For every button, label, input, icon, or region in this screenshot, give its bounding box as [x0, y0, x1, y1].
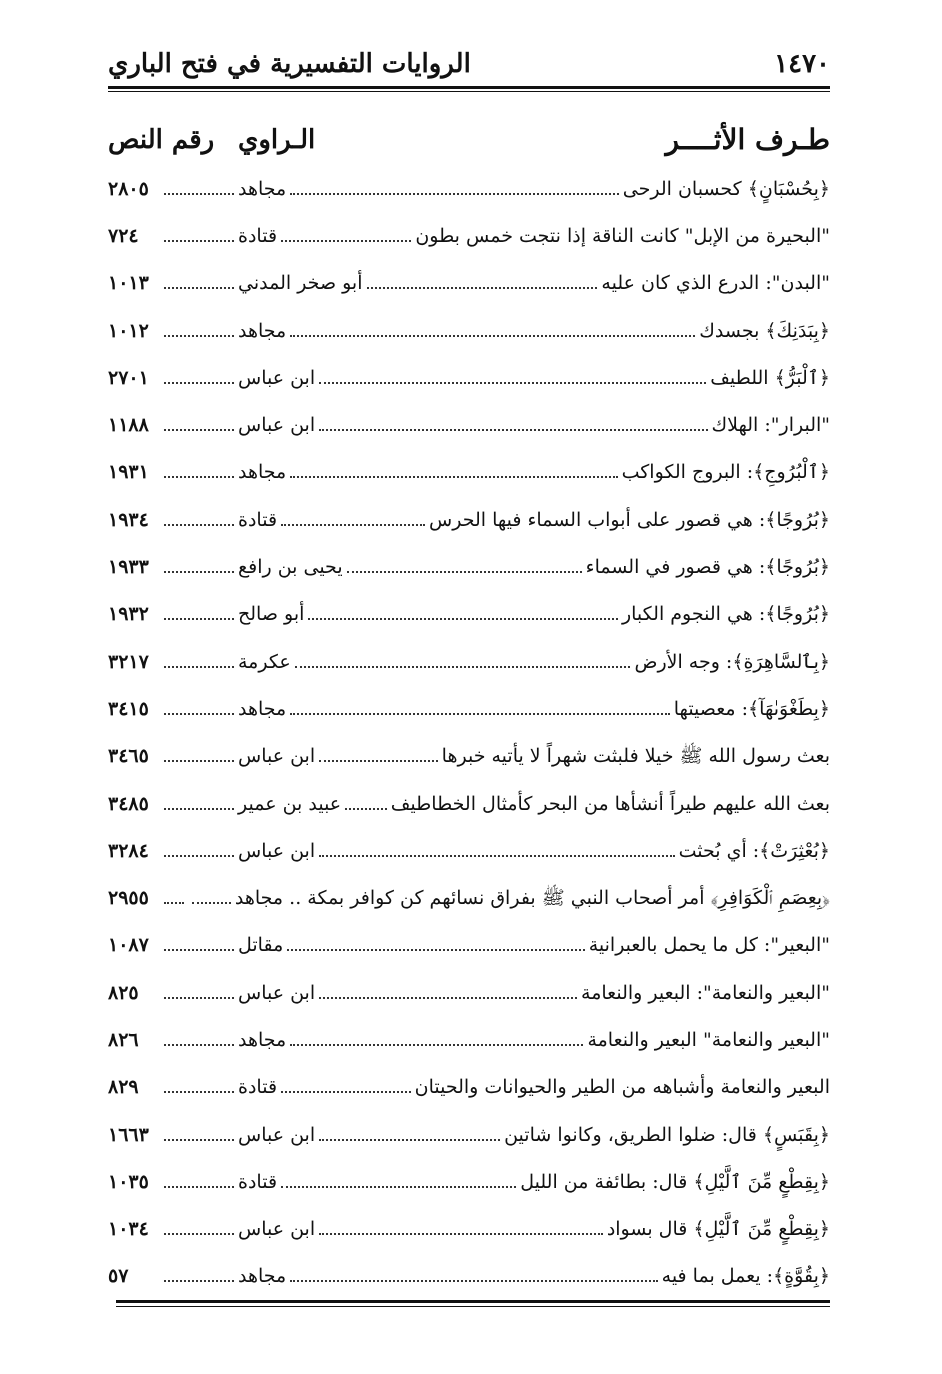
entry-number: ٢٩٥٥ [108, 887, 149, 910]
entry-number: ٣٢١٧ [108, 650, 149, 673]
index-entry [108, 827, 830, 874]
entry-number: ١٩٣٤ [108, 508, 149, 531]
dot-leader [164, 1129, 234, 1141]
dot-leader [319, 1129, 500, 1141]
dot-leader [287, 939, 584, 951]
index-entry [108, 1111, 830, 1158]
entry-narrator: عبيد بن عمير [238, 792, 342, 815]
dot-leader [290, 703, 670, 715]
dot-leader [164, 277, 234, 289]
entry-narrator: مجاهد [238, 1028, 287, 1051]
dot-leader [192, 892, 231, 904]
entry-phrase: "البحيرة من الإبل" كانت الناقة إذا نتجت خمس بطون [415, 224, 830, 247]
entry-phrase: "البدن": الدرع الذي كان عليه [601, 272, 830, 295]
entry-narrator: ابن عباس [238, 745, 316, 768]
dot-leader [164, 372, 234, 384]
index-entry [108, 1253, 830, 1300]
dot-leader [164, 987, 234, 999]
index-entry [108, 1158, 830, 1205]
entry-number: ٢٨٠٥ [108, 177, 149, 200]
entry-narrator: مجاهد [238, 461, 287, 484]
entry-number: ٢٧٠١ [108, 366, 149, 389]
index-entry [108, 780, 830, 827]
dot-leader [281, 1081, 411, 1093]
dot-leader [164, 1034, 234, 1046]
dot-leader [164, 703, 234, 715]
dot-leader [319, 845, 674, 857]
entry-narrator: قتادة [238, 508, 278, 531]
running-title: الروايات التفسيرية في فتح الباري [108, 49, 471, 79]
index-entry [108, 1206, 830, 1253]
entry-phrase: ﴿بِحُسْبَانٍ﴾ كحسبان الرحى [622, 177, 830, 200]
entry-number: ٣٤٨٥ [108, 792, 149, 815]
entry-narrator: مجاهد [238, 697, 287, 720]
dot-leader [319, 987, 577, 999]
entry-phrase: ﴿بِقِطْعٍ مِّنَ ٱلَّيْلِ﴾ قال: بطائفة من الليل [520, 1170, 830, 1193]
entry-phrase: بعث الله عليهم طيراً أنشأها من البحر كأمثال الخطاطيف [390, 792, 830, 815]
entry-number: ١٩٣٣ [108, 556, 149, 579]
dot-leader [319, 419, 707, 431]
index-entry [108, 496, 830, 543]
column-headings [108, 120, 830, 160]
entry-narrator: قتادة [238, 1076, 278, 1099]
dot-leader [290, 183, 619, 195]
entry-number: ٨٢٩ [108, 1076, 139, 1099]
index-entry [108, 922, 830, 969]
entry-number: ١٠١٢ [108, 319, 149, 342]
entry-narrator: ابن عباس [238, 414, 316, 437]
entry-number: ١٠٨٧ [108, 934, 149, 957]
entry-phrase: ﴿بُعْثِرَتْ﴾: أي بُحثت [678, 839, 830, 862]
dot-leader [164, 939, 234, 951]
dot-leader [164, 1223, 234, 1235]
entry-phrase: "البعير والنعامة" البعير والنعامة [587, 1028, 830, 1051]
dot-leader [164, 798, 234, 810]
dot-leader [164, 1270, 234, 1282]
dot-leader [164, 750, 234, 762]
entry-number: ١٠٣٤ [108, 1218, 149, 1241]
column-heading-narrator: الـراوي [238, 125, 316, 155]
entry-number: ١٩٣١ [108, 461, 149, 484]
footer-rule [116, 1300, 830, 1303]
index-entry [108, 874, 830, 921]
page-number: ١٤٧٠ [774, 49, 830, 79]
index-entry [108, 212, 830, 259]
index-entry [108, 638, 830, 685]
index-entry [108, 1016, 830, 1063]
entry-number: ٣٤١٥ [108, 697, 149, 720]
dot-leader [319, 750, 438, 762]
column-heading-number: رقم النص [108, 125, 215, 155]
index-entry [108, 165, 830, 212]
entry-phrase: "البعير والنعامة": البعير والنعامة [581, 981, 830, 1004]
entry-phrase: ﴿بُرُوجًا﴾: هي النجوم الكبار [621, 603, 830, 626]
dot-leader [319, 372, 706, 384]
entry-phrase: "البرار": الهلاك [711, 414, 830, 437]
index-entries [108, 165, 830, 1300]
entry-narrator: يحيى بن رافع [238, 556, 343, 579]
dot-leader [164, 466, 234, 478]
entry-phrase: ﴿بِعِصَمِ ٱلْكَوَافِرِ﴾ أمر أصحاب النبي ﷺ بفراق نسائهم كن كوافر بمكة .. مجاهد [234, 887, 830, 910]
dot-leader [290, 466, 617, 478]
page-header [108, 44, 830, 84]
index-entry [108, 449, 830, 496]
entry-phrase: ﴿ٱلْبَرُّ﴾ اللطيف [710, 366, 830, 389]
entry-phrase: ﴿بِقُوَّةٍ﴾: يعمل بما فيه [661, 1265, 830, 1288]
entry-number: ١٩٣٢ [108, 603, 149, 626]
entry-narrator: أبو صخر المدني [238, 272, 363, 295]
entry-number: ٥٧ [108, 1265, 129, 1288]
dot-leader [164, 1081, 234, 1093]
index-entry [108, 969, 830, 1016]
dot-leader [164, 514, 234, 526]
dot-leader [164, 183, 234, 195]
entry-number: ١١٨٨ [108, 414, 149, 437]
dot-leader [290, 1034, 583, 1046]
entry-narrator: ابن عباس [238, 1123, 316, 1146]
entry-phrase: ﴿بِقِطْعٍ مِّنَ ٱلَّيْلِ﴾ قال بسواد [606, 1218, 830, 1241]
dot-leader [290, 325, 695, 337]
dot-leader [164, 656, 234, 668]
entry-narrator: قتادة [238, 224, 278, 247]
index-entry [108, 401, 830, 448]
entry-narrator: قتادة [238, 1170, 278, 1193]
dot-leader [281, 1176, 516, 1188]
dot-leader [319, 1223, 603, 1235]
dot-leader [281, 514, 425, 526]
dot-leader [164, 561, 234, 573]
dot-leader [295, 656, 631, 668]
dot-leader [281, 230, 411, 242]
index-entry [108, 543, 830, 590]
entry-number: ١٠٣٥ [108, 1170, 149, 1193]
index-entry [108, 354, 830, 401]
header-rule-thin [108, 91, 830, 92]
index-entry [108, 685, 830, 732]
entry-number: ٨٢٦ [108, 1028, 139, 1051]
index-entry [108, 307, 830, 354]
entry-narrator: عكرمة [238, 650, 291, 673]
dot-leader [308, 608, 618, 620]
entry-phrase: ﴿بِقَبَسٍ﴾ قال: ضلوا الطريق، وكانوا شاتين [504, 1123, 830, 1146]
entry-phrase: البعير والنعامة وأشباهه من الطير والحيوانات والحيتان [414, 1076, 830, 1099]
entry-phrase: ﴿بِبَدَنِكَ﴾ بجسدك [699, 319, 830, 342]
entry-number: ٣٤٦٥ [108, 745, 149, 768]
footer-rule-thin [116, 1306, 830, 1307]
entry-number: ١٠١٣ [108, 272, 149, 295]
entry-narrator: مجاهد [238, 319, 287, 342]
entry-narrator: مجاهد [238, 177, 287, 200]
entry-narrator: ابن عباس [238, 839, 316, 862]
entry-phrase: ﴿ٱلْبُرُوجِ﴾: البروج الكواكب [621, 461, 830, 484]
entry-phrase: ﴿بُرُوجًا﴾: هي قصور على أبواب السماء فيها الحرس [429, 508, 830, 531]
index-entry [108, 1064, 830, 1111]
entry-phrase: "البعير": كل ما يحمل بالعبرانية [588, 934, 830, 957]
dot-leader [164, 845, 234, 857]
dot-leader [164, 892, 184, 904]
dot-leader [290, 1270, 657, 1282]
dot-leader [345, 798, 387, 810]
dot-leader [347, 561, 582, 573]
dot-leader [164, 419, 234, 431]
entry-phrase: ﴿بِطَغْوَىٰهَآ﴾: معصيتها [673, 697, 830, 720]
entry-narrator: ابن عباس [238, 981, 316, 1004]
entry-number: ٣٢٨٤ [108, 839, 149, 862]
column-heading-phrase: طـرف الأثــــر [665, 123, 830, 156]
index-entry [108, 260, 830, 307]
entry-number: ١٦٦٣ [108, 1123, 149, 1146]
dot-leader [164, 325, 234, 337]
dot-leader [367, 277, 598, 289]
header-rule [108, 86, 830, 89]
dot-leader [164, 608, 234, 620]
entry-phrase: بعث رسول الله ﷺ خيلا فلبثت شهراً لا يأتيه خبرها [441, 745, 830, 768]
index-entry [108, 591, 830, 638]
dot-leader [164, 230, 234, 242]
entry-narrator: ابن عباس [238, 366, 316, 389]
entry-number: ٧٢٤ [108, 224, 139, 247]
entry-narrator: مقاتل [238, 934, 284, 957]
entry-narrator: مجاهد [238, 1265, 287, 1288]
entry-phrase: ﴿بِٱلسَّاهِرَةِ﴾: وجه الأرض [634, 650, 830, 673]
entry-narrator: أبو صالح [238, 603, 305, 626]
entry-narrator: ابن عباس [238, 1218, 316, 1241]
index-entry [108, 733, 830, 780]
entry-number: ٨٢٥ [108, 981, 139, 1004]
dot-leader [164, 1176, 234, 1188]
entry-phrase: ﴿بُرُوجًا﴾: هي قصور في السماء [585, 556, 830, 579]
